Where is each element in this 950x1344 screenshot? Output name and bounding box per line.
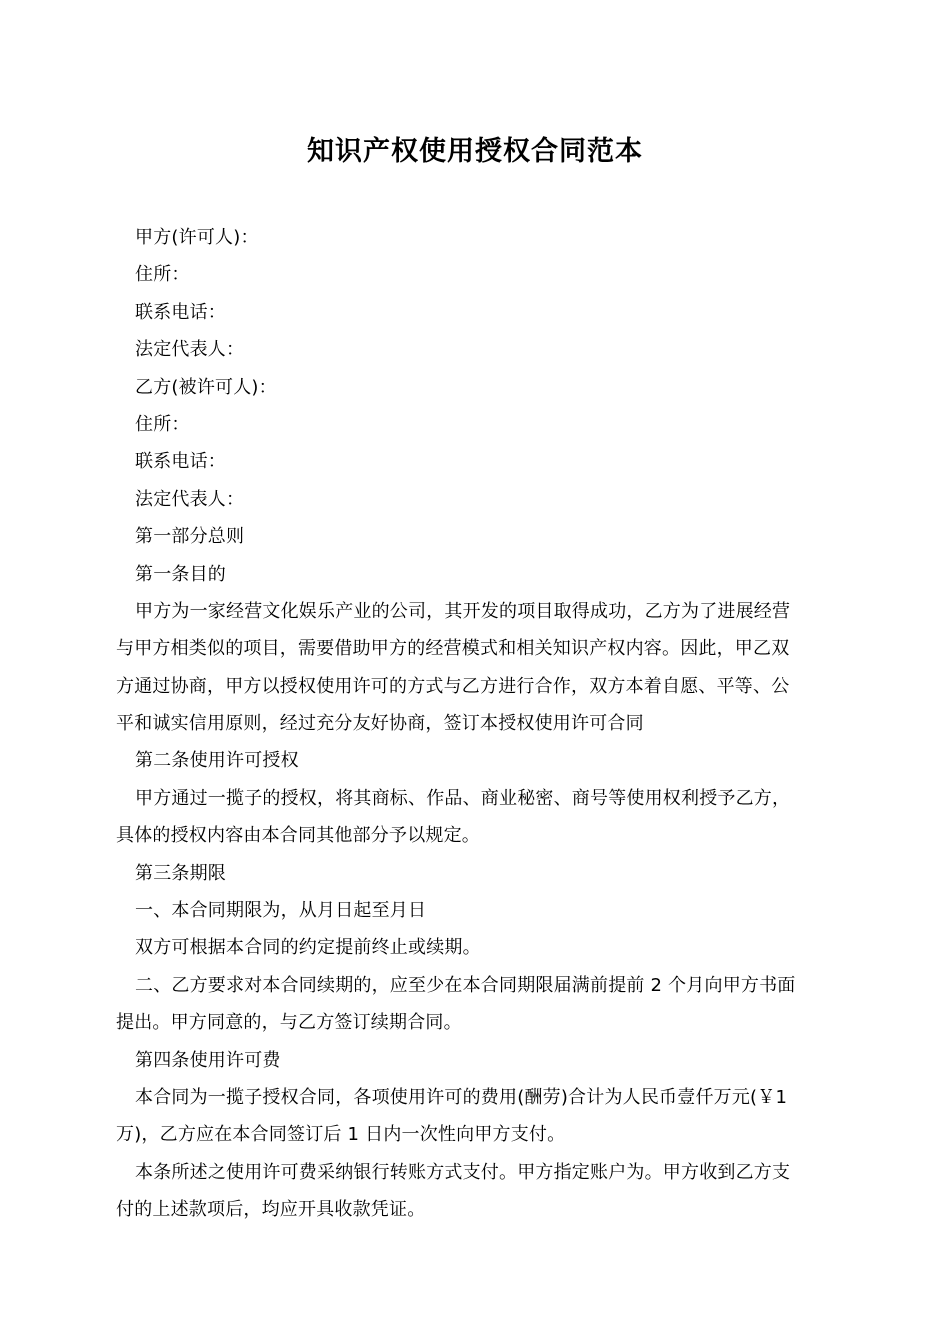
party-a-phone: 联系电话：: [135, 301, 226, 323]
article4-para2-line: 付的上述款项后，均应开具收款凭证。: [116, 1199, 426, 1221]
article2-line: 甲方通过一揽子的授权，将其商标、作品、商业秘密、商号等使用权利授予乙方，: [135, 787, 791, 809]
party-a-label: 甲方(许可人)：: [135, 227, 259, 248]
party-a-representative: 法定代表人：: [135, 339, 245, 361]
article4-heading: 第四条使用许可费: [135, 1049, 281, 1071]
article4-para1-line: 本合同为一揽子授权合同，各项使用许可的费用(酬劳)合计为人民币壹仟万元(￥1: [135, 1086, 788, 1108]
document-body: [116, 219, 836, 1229]
article3-item2-line: 二、乙方要求对本合同续期的，应至少在本合同期限届满前提前 2 个月向甲方书面: [135, 974, 796, 996]
party-b-label: 乙方(被许可人)：: [135, 376, 277, 398]
article2-heading: 第二条使用许可授权: [135, 750, 299, 772]
article4-para2-line: 本条所述之使用许可费采纳银行转账方式支付。甲方指定账户为。甲方收到乙方支: [135, 1161, 791, 1183]
article1-heading: 第一条目的: [135, 563, 226, 585]
part1-heading: 第一部分总则: [135, 526, 245, 548]
article3-item1-note: 双方可根据本合同的约定提前终止或续期。: [135, 937, 481, 959]
article1-line: 与甲方相类似的项目，需要借助甲方的经营模式和相关知识产权内容。因此，甲乙双: [116, 638, 790, 660]
article1-line: 平和诚实信用原则，经过充分友好协商，签订本授权使用许可合同: [116, 713, 644, 735]
article3-item1: 一、本合同期限为，从月日起至月日: [135, 900, 427, 922]
article3-heading: 第三条期限: [135, 862, 226, 884]
article2-line: 具体的授权内容由本合同其他部分予以规定。: [116, 825, 480, 847]
article1-line: 方通过协商，甲方以授权使用许可的方式与乙方进行合作，双方本着自愿、平等、公: [116, 675, 790, 697]
article4-para1-line: 万)，乙方应在本合同签订后 1 日内一次性向甲方支付。: [116, 1124, 566, 1146]
article3-item2-line: 提出。甲方同意的，与乙方签订续期合同。: [116, 1012, 462, 1034]
party-b-phone: 联系电话：: [135, 451, 226, 473]
document-title: 知识产权使用授权合同范本: [307, 136, 643, 167]
party-b-representative: 法定代表人：: [135, 488, 245, 510]
party-b-address: 住所：: [135, 413, 190, 435]
article1-line: 甲方为一家经营文化娱乐产业的公司，其开发的项目取得成功，乙方为了进展经营: [135, 600, 791, 622]
party-a-address: 住所：: [135, 264, 190, 286]
